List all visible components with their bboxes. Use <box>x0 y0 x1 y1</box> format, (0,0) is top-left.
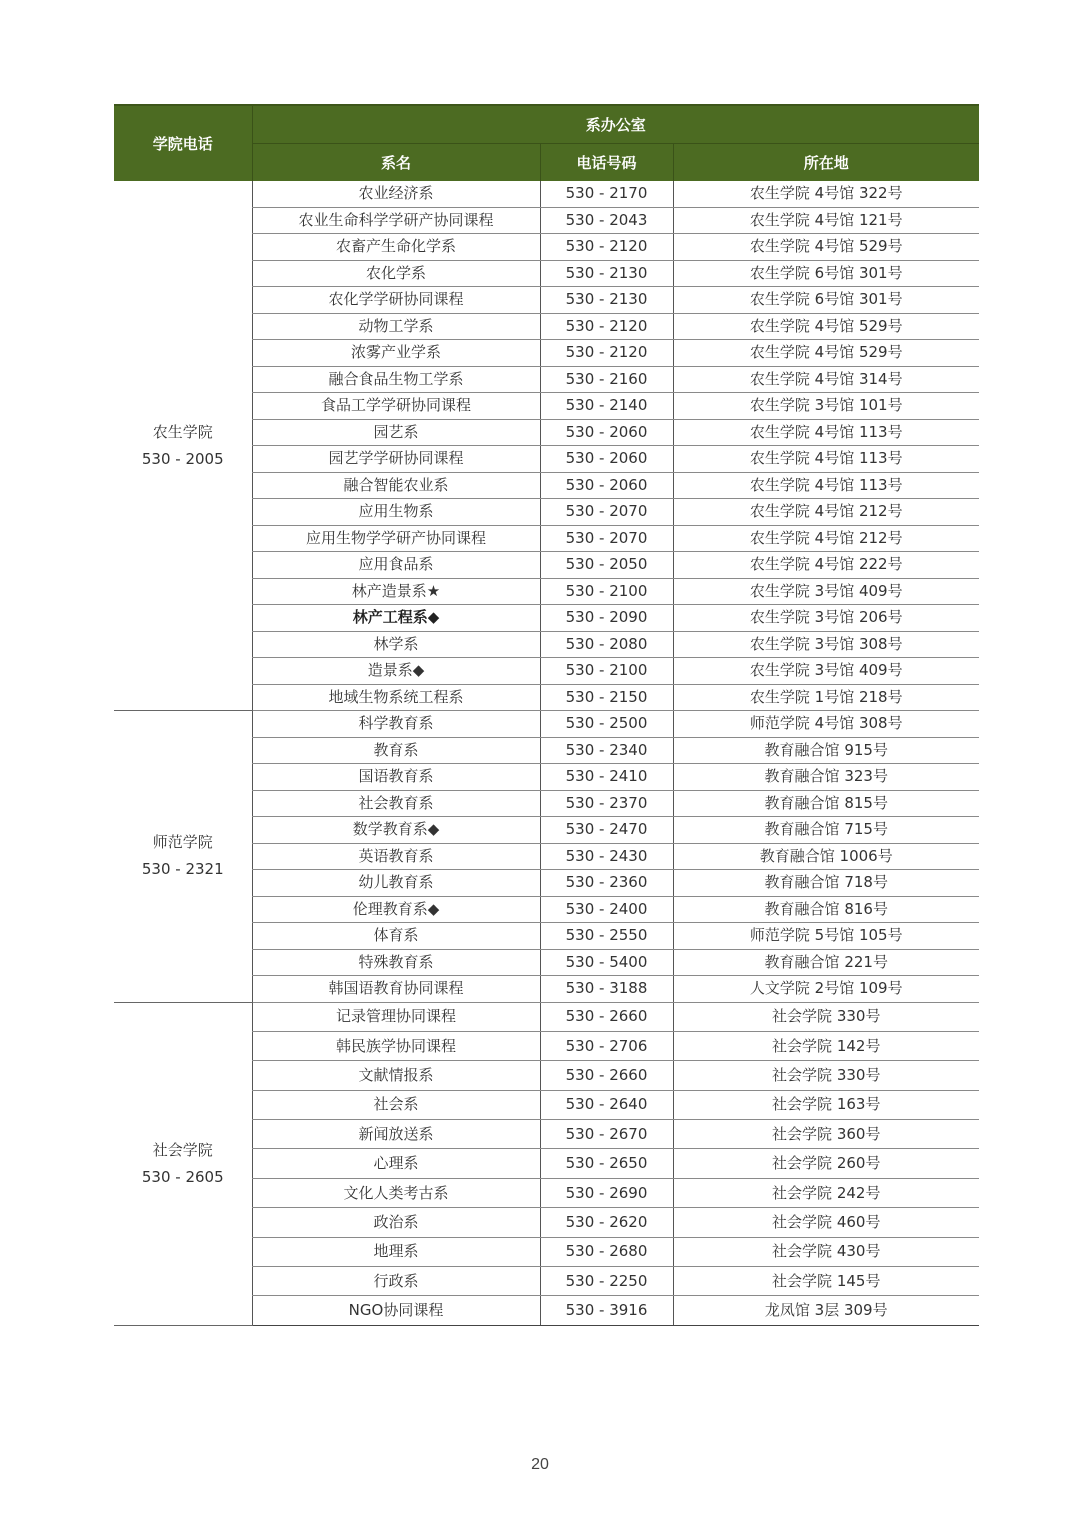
location-cell: 农生学院 3号馆 308号 <box>673 631 979 658</box>
location-cell: 农生学院 4号馆 212号 <box>673 525 979 552</box>
dept-name-cell: 韩国语教育协同课程 <box>252 976 540 1003</box>
location-cell: 师范学院 5号馆 105号 <box>673 923 979 950</box>
dept-name-cell: 幼儿教育系 <box>252 870 540 897</box>
location-cell: 农生学院 4号馆 314号 <box>673 366 979 393</box>
location-cell: 农生学院 4号馆 529号 <box>673 340 979 367</box>
location-cell: 农生学院 3号馆 101号 <box>673 393 979 420</box>
location-cell: 农生学院 4号馆 113号 <box>673 446 979 473</box>
phone-number-cell: 530 - 2150 <box>540 684 673 711</box>
college-name: 社会学院 <box>152 1140 213 1159</box>
phone-number-cell: 530 - 2680 <box>540 1237 673 1266</box>
location-cell: 农生学院 4号馆 113号 <box>673 472 979 499</box>
dept-name-cell: 农化学系 <box>252 260 540 287</box>
college-cell <box>114 1002 252 1325</box>
phone-number-cell: 530 - 3188 <box>540 976 673 1003</box>
location-cell: 教育融合馆 323号 <box>673 764 979 791</box>
location-cell: 农生学院 3号馆 206号 <box>673 605 979 632</box>
phone-number-cell: 530 - 2130 <box>540 287 673 314</box>
table-row <box>114 181 979 207</box>
phone-number-cell: 530 - 2360 <box>540 870 673 897</box>
phone-number-cell: 530 - 2340 <box>540 737 673 764</box>
dept-name-cell: 食品工学学研协同课程 <box>252 393 540 420</box>
college-phone: 530 - 2005 <box>141 449 224 468</box>
location-cell: 农生学院 6号馆 301号 <box>673 260 979 287</box>
college-name: 农生学院 <box>152 422 213 441</box>
dept-name-cell: 英语教育系 <box>252 843 540 870</box>
phone-number-cell: 530 - 2620 <box>540 1208 673 1237</box>
phone-number-cell: 530 - 2100 <box>540 578 673 605</box>
dept-name-cell: 园艺学学研协同课程 <box>252 446 540 473</box>
college-cell <box>114 711 252 1003</box>
dept-name-cell: 体育系 <box>252 923 540 950</box>
phone-number-cell: 530 - 2650 <box>540 1149 673 1178</box>
header-college-phone: 学院电话 <box>114 105 252 181</box>
dept-name-cell: 林产工程系◆ <box>252 605 540 632</box>
dept-name-cell: 特殊教育系 <box>252 949 540 976</box>
dept-name-cell: 农畜产生命化学系 <box>252 234 540 261</box>
phone-number-cell: 530 - 2500 <box>540 711 673 738</box>
department-contact-table <box>114 104 979 1326</box>
dept-name-cell: 国语教育系 <box>252 764 540 791</box>
college-phone: 530 - 2605 <box>141 1167 224 1186</box>
dept-name-cell: 造景系◆ <box>252 658 540 685</box>
phone-number-cell: 530 - 2140 <box>540 393 673 420</box>
phone-number-cell: 530 - 2120 <box>540 340 673 367</box>
phone-number-cell: 530 - 2043 <box>540 207 673 234</box>
dept-name-cell: 浓雾产业学系 <box>252 340 540 367</box>
table-header <box>114 105 979 181</box>
location-cell: 社会学院 330号 <box>673 1061 979 1090</box>
dept-name-cell: 政治系 <box>252 1208 540 1237</box>
phone-number-cell: 530 - 2640 <box>540 1090 673 1119</box>
location-cell: 社会学院 145号 <box>673 1267 979 1296</box>
phone-number-cell: 530 - 2160 <box>540 366 673 393</box>
dept-name-cell: 林学系 <box>252 631 540 658</box>
phone-number-cell: 530 - 2120 <box>540 313 673 340</box>
dept-name-cell: 心理系 <box>252 1149 540 1178</box>
header-phone-number: 电话号码 <box>540 144 673 182</box>
header-dept-office: 系办公室 <box>252 105 979 144</box>
location-cell: 教育融合馆 718号 <box>673 870 979 897</box>
phone-number-cell: 530 - 2070 <box>540 525 673 552</box>
dept-name-cell: 应用生物系 <box>252 499 540 526</box>
dept-name-cell: 文献情报系 <box>252 1061 540 1090</box>
dept-name-cell: 记录管理协同课程 <box>252 1002 540 1031</box>
location-cell: 农生学院 1号馆 218号 <box>673 684 979 711</box>
phone-number-cell: 530 - 2170 <box>540 181 673 207</box>
location-cell: 师范学院 4号馆 308号 <box>673 711 979 738</box>
location-cell: 社会学院 460号 <box>673 1208 979 1237</box>
header-dept-name: 系名 <box>252 144 540 182</box>
phone-number-cell: 530 - 2060 <box>540 446 673 473</box>
location-cell: 农生学院 3号馆 409号 <box>673 578 979 605</box>
location-cell: 教育融合馆 815号 <box>673 790 979 817</box>
location-cell: 农生学院 6号馆 301号 <box>673 287 979 314</box>
dept-name-cell: 农业经济系 <box>252 181 540 207</box>
location-cell: 农生学院 4号馆 121号 <box>673 207 979 234</box>
location-cell: 农生学院 3号馆 409号 <box>673 658 979 685</box>
location-cell: 人文学院 2号馆 109号 <box>673 976 979 1003</box>
dept-name-cell: 融合食品生物工学系 <box>252 366 540 393</box>
location-cell: 社会学院 260号 <box>673 1149 979 1178</box>
phone-number-cell: 530 - 2550 <box>540 923 673 950</box>
phone-number-cell: 530 - 2370 <box>540 790 673 817</box>
dept-name-cell: 教育系 <box>252 737 540 764</box>
page-number: 20 <box>531 1456 549 1473</box>
table-body <box>114 181 979 1325</box>
location-cell: 农生学院 4号馆 212号 <box>673 499 979 526</box>
dept-name-cell: 地域生物系统工程系 <box>252 684 540 711</box>
location-cell: 龙凤馆 3层 309号 <box>673 1296 979 1325</box>
phone-number-cell: 530 - 2400 <box>540 896 673 923</box>
location-cell: 社会学院 163号 <box>673 1090 979 1119</box>
college-phone: 530 - 2321 <box>141 860 224 879</box>
dept-name-cell: 应用生物学学研产协同课程 <box>252 525 540 552</box>
dept-name-cell: 动物工学系 <box>252 313 540 340</box>
dept-name-cell: 应用食品系 <box>252 552 540 579</box>
college-name: 师范学院 <box>152 833 213 852</box>
phone-number-cell: 530 - 5400 <box>540 949 673 976</box>
phone-number-cell: 530 - 2100 <box>540 658 673 685</box>
phone-number-cell: 530 - 2130 <box>540 260 673 287</box>
location-cell: 教育融合馆 221号 <box>673 949 979 976</box>
dept-name-cell: 融合智能农业系 <box>252 472 540 499</box>
location-cell: 农生学院 4号馆 113号 <box>673 419 979 446</box>
phone-number-cell: 530 - 2660 <box>540 1002 673 1031</box>
location-cell: 农生学院 4号馆 529号 <box>673 234 979 261</box>
phone-number-cell: 530 - 2690 <box>540 1178 673 1207</box>
phone-number-cell: 530 - 2660 <box>540 1061 673 1090</box>
phone-number-cell: 530 - 2050 <box>540 552 673 579</box>
phone-number-cell: 530 - 2430 <box>540 843 673 870</box>
location-cell: 教育融合馆 816号 <box>673 896 979 923</box>
dept-name-cell: NGO协同课程 <box>252 1296 540 1325</box>
location-cell: 社会学院 330号 <box>673 1002 979 1031</box>
location-cell: 教育融合馆 915号 <box>673 737 979 764</box>
phone-number-cell: 530 - 2070 <box>540 499 673 526</box>
phone-number-cell: 530 - 2706 <box>540 1031 673 1060</box>
phone-number-cell: 530 - 2060 <box>540 419 673 446</box>
dept-name-cell: 园艺系 <box>252 419 540 446</box>
location-cell: 教育融合馆 1006号 <box>673 843 979 870</box>
location-cell: 社会学院 242号 <box>673 1178 979 1207</box>
phone-number-cell: 530 - 2080 <box>540 631 673 658</box>
location-cell: 农生学院 4号馆 222号 <box>673 552 979 579</box>
dept-name-cell: 农业生命科学学研产协同课程 <box>252 207 540 234</box>
phone-number-cell: 530 - 2670 <box>540 1120 673 1149</box>
table-row <box>114 1002 979 1031</box>
dept-name-cell: 韩民族学协同课程 <box>252 1031 540 1060</box>
phone-number-cell: 530 - 2470 <box>540 817 673 844</box>
phone-number-cell: 530 - 3916 <box>540 1296 673 1325</box>
dept-name-cell: 文化人类考古系 <box>252 1178 540 1207</box>
location-cell: 社会学院 430号 <box>673 1237 979 1266</box>
location-cell: 农生学院 4号馆 529号 <box>673 313 979 340</box>
header-location: 所在地 <box>673 144 979 182</box>
dept-name-cell: 数学教育系◆ <box>252 817 540 844</box>
phone-number-cell: 530 - 2250 <box>540 1267 673 1296</box>
dept-name-cell: 地理系 <box>252 1237 540 1266</box>
table-row <box>114 711 979 738</box>
dept-name-cell: 科学教育系 <box>252 711 540 738</box>
phone-number-cell: 530 - 2410 <box>540 764 673 791</box>
location-cell: 农生学院 4号馆 322号 <box>673 181 979 207</box>
dept-name-cell: 社会系 <box>252 1090 540 1119</box>
college-cell <box>114 181 252 711</box>
location-cell: 社会学院 360号 <box>673 1120 979 1149</box>
dept-name-cell: 行政系 <box>252 1267 540 1296</box>
phone-number-cell: 530 - 2090 <box>540 605 673 632</box>
dept-name-cell: 伦理教育系◆ <box>252 896 540 923</box>
phone-number-cell: 530 - 2120 <box>540 234 673 261</box>
dept-name-cell: 社会教育系 <box>252 790 540 817</box>
dept-name-cell: 新闻放送系 <box>252 1120 540 1149</box>
dept-name-cell: 林产造景系★ <box>252 578 540 605</box>
dept-name-cell: 农化学学研协同课程 <box>252 287 540 314</box>
location-cell: 教育融合馆 715号 <box>673 817 979 844</box>
location-cell: 社会学院 142号 <box>673 1031 979 1060</box>
phone-number-cell: 530 - 2060 <box>540 472 673 499</box>
